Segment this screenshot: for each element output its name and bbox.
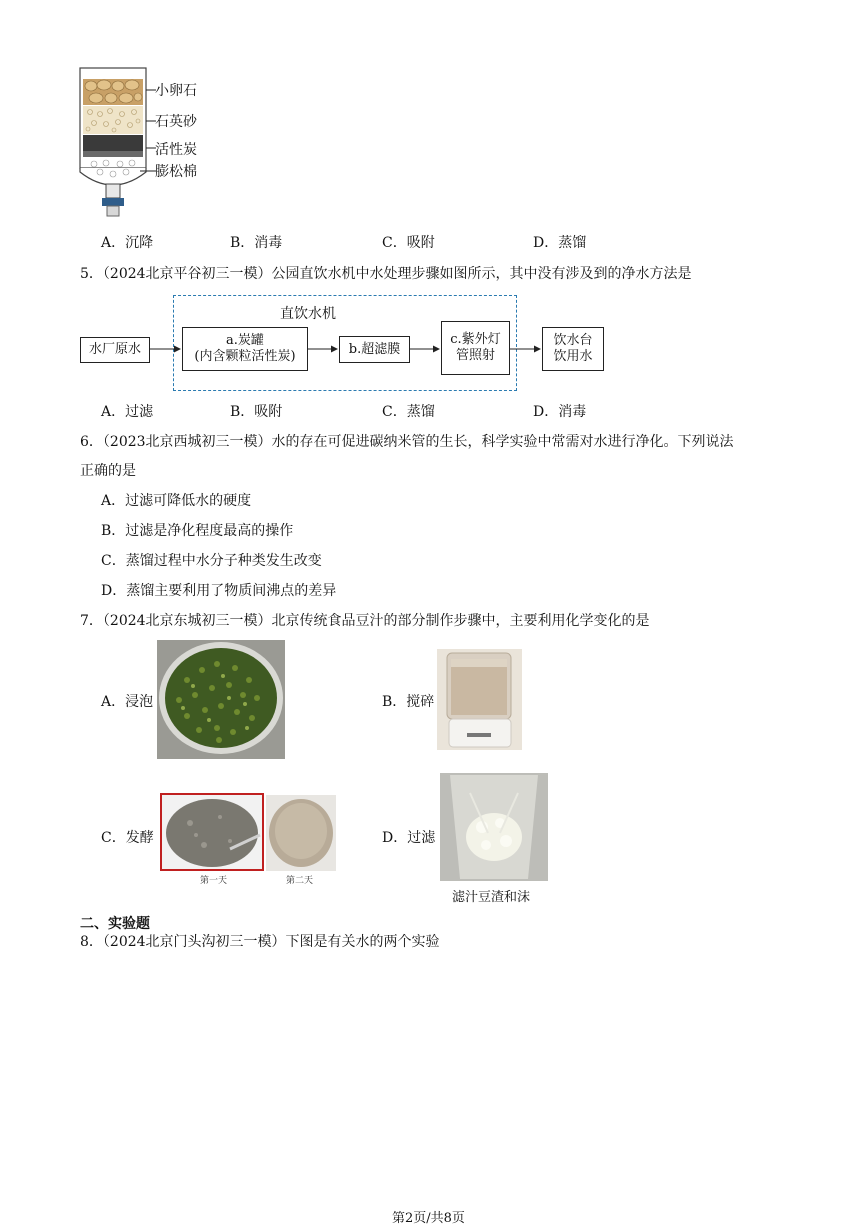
flow-source-text: 水厂原水 <box>88 342 141 357</box>
flow-source-box <box>80 337 150 363</box>
q5-option-a: A．过滤 <box>101 404 154 420</box>
filter-column-figure <box>76 66 216 224</box>
section2-title: 二、实验题 <box>80 916 150 932</box>
q4-option-b: B．消毒 <box>230 235 283 251</box>
flow-output-line2: 饮用水 <box>553 349 593 364</box>
q6-option-c: C．蒸馏过程中水分子种类发生改变 <box>101 553 322 569</box>
flow-step-c-line2: 管照射 <box>455 348 495 363</box>
flow-output-line1: 饮水台 <box>553 333 593 348</box>
label-activated-carbon: 活性炭 <box>155 142 197 158</box>
flow-step-a-line1: a.炭罐 <box>226 333 264 348</box>
q7-option-d: D．过滤 <box>382 830 436 846</box>
label-quartz-sand: 石英砂 <box>155 114 197 130</box>
flow-step-b-text: b.超滤膜 <box>348 341 401 357</box>
q5-option-b: B．吸附 <box>230 404 283 420</box>
machine-title: 直饮水机 <box>280 306 336 322</box>
filter-column-drawing <box>76 66 156 224</box>
q5-option-c: C．蒸馏 <box>382 404 435 420</box>
ferment-caption-day1: 第一天 <box>200 876 228 886</box>
filter-caption: 滤汁豆渣和沫 <box>452 890 531 905</box>
q5-stem: 5．（2024北京平谷初三一模）公园直饮水机中水处理步骤如图所示，其中没有涉及到的净水方法是 <box>80 266 692 282</box>
q6-stem-line1: 6．（2023北京西城初三一模）水的存在可促进碳纳米管的生长，科学实验中常需对水进行净化。下列说法 <box>80 434 734 450</box>
label-pebbles: 小卵石 <box>155 83 197 99</box>
ferment-caption-day2: 第二天 <box>286 876 314 886</box>
q6-option-d: D．蒸馏主要利用了物质间沸点的差异 <box>101 583 337 599</box>
flow-step-b-box <box>339 336 410 363</box>
q7-option-b: B．搅碎 <box>382 694 435 710</box>
q6-option-b: B．过滤是净化程度最高的操作 <box>101 523 294 539</box>
q7-option-c: C．发酵 <box>101 830 154 846</box>
q4-option-a: A．沉降 <box>101 235 154 251</box>
q5-option-d: D．消毒 <box>533 404 587 420</box>
flow-step-a-box <box>182 327 308 371</box>
flow-step-c-box <box>441 321 510 375</box>
fermenting-day1-photo <box>160 793 264 871</box>
filtering-photo <box>440 773 548 881</box>
flow-step-c-line1: c.紫外灯 <box>450 332 501 347</box>
q6-option-a: A．过滤可降低水的硬度 <box>101 493 252 509</box>
q4-option-c: C．吸附 <box>382 235 435 251</box>
q7-stem: 7．（2024北京东城初三一模）北京传统食品豆汁的部分制作步骤中，主要利用化学变化的是 <box>80 613 650 629</box>
flow-output-box <box>542 327 604 371</box>
page-footer: 第2页/共8页 <box>392 1211 465 1226</box>
label-cotton: 膨松棉 <box>155 164 197 180</box>
q4-option-d: D．蒸馏 <box>533 235 587 251</box>
q8-stem: 8．（2024北京门头沟初三一模）下图是有关水的两个实验 <box>80 934 440 950</box>
q5-flow-diagram <box>80 294 610 392</box>
q6-stem-line2: 正确的是 <box>80 463 136 479</box>
soaking-beans-photo <box>157 640 285 759</box>
flow-step-a-line2: (内含颗粒活性炭) <box>194 349 296 364</box>
fermenting-day2-photo <box>266 795 336 871</box>
blender-photo <box>437 649 522 750</box>
q7-option-a: A．浸泡 <box>101 694 154 710</box>
